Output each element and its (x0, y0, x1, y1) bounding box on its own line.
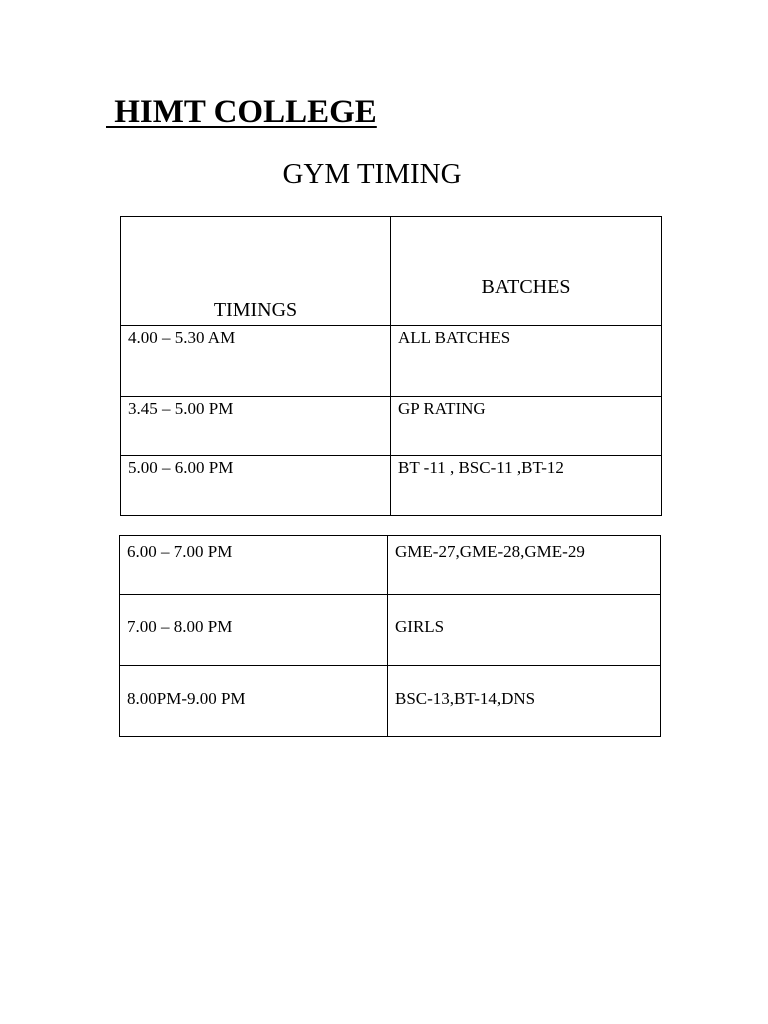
batch-cell: BT -11 , BSC-11 ,BT-12 (391, 456, 662, 516)
table-row (121, 456, 662, 516)
college-title: HIMT COLLEGE (106, 94, 377, 130)
batch-cell: GME-27,GME-28,GME-29 (388, 536, 661, 595)
batch-cell: BSC-13,BT-14,DNS (388, 666, 661, 737)
timing-cell: 4.00 – 5.30 AM (121, 326, 391, 397)
table-row (120, 536, 661, 595)
batch-cell: ALL BATCHES (391, 326, 662, 397)
batches-header: BATCHES (391, 217, 662, 326)
timing-cell: 6.00 – 7.00 PM (120, 536, 388, 595)
table-row (120, 595, 661, 666)
table-row (120, 666, 661, 737)
timing-cell: 5.00 – 6.00 PM (121, 456, 391, 516)
table-row (121, 326, 662, 397)
gym-schedule-table-2 (119, 535, 661, 737)
batch-cell: GP RATING (391, 397, 662, 456)
batch-cell: GIRLS (388, 595, 661, 666)
timing-cell: 8.00PM-9.00 PM (120, 666, 388, 737)
gym-timing-heading: GYM TIMING (282, 158, 462, 190)
gym-schedule-table-1 (120, 216, 662, 516)
timing-cell: 3.45 – 5.00 PM (121, 397, 391, 456)
timing-cell: 7.00 – 8.00 PM (120, 595, 388, 666)
timings-header: TIMINGS (121, 217, 391, 326)
table-header-row (121, 217, 662, 326)
table-row (121, 397, 662, 456)
